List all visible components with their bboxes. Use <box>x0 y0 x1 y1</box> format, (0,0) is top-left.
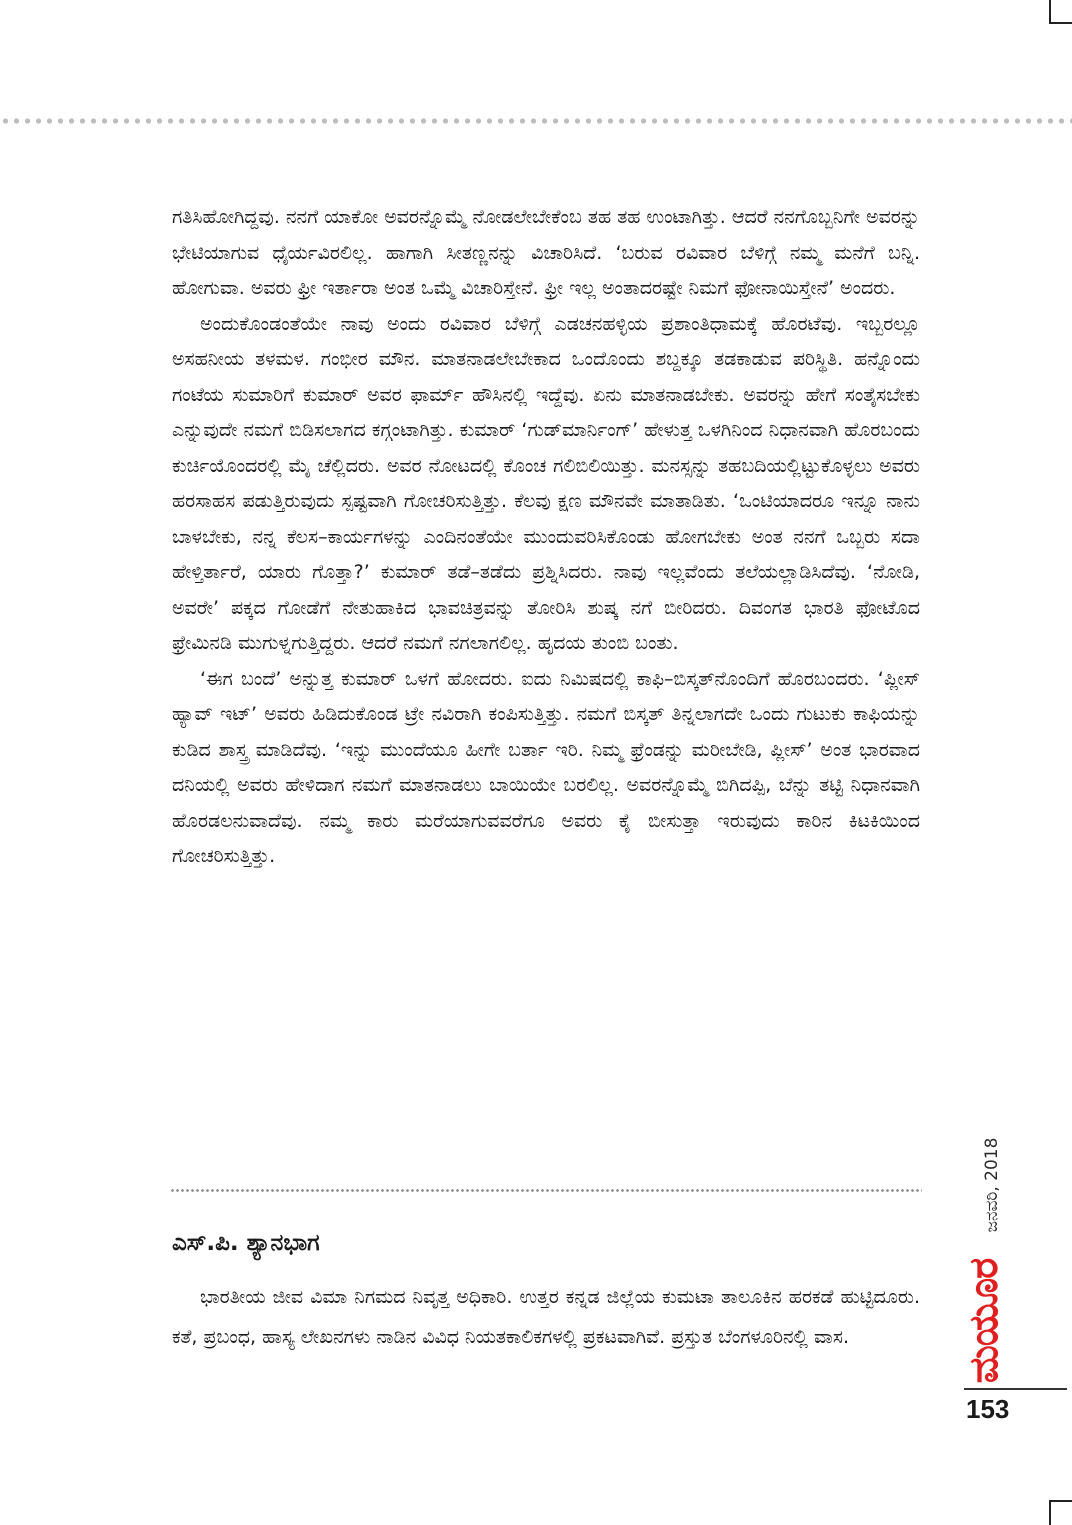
article-paragraph: ಅಂದುಕೊಂಡಂತೆಯೇ ನಾವು ಅಂದು ರವಿವಾರ ಬೆಳಿಗ್ಗೆ ಎಡಚನಹಳ್ಳಿಯ ಪ್ರಶಾಂತಿಧಾಮಕ್ಕೆ ಹೊರಟೆವು. ಇಬ್ಬರಲ್ಲೂ ಅಸಹನೀಯ ತಳಮಳ. ಗಂಭೀರ ಮೌನ. ಮಾತನಾಡಲೇಬೇಕಾದ ಒಂದೊಂದು ಶಬ್ದಕ್ಕೂ ತಡಕಾಡುವ ಪರಿಸ್ಥಿತಿ. ಹನ್ನೊಂದು ಗಂಟೆಯ ಸುಮಾರಿಗೆ ಕುಮಾರ್ ಅವರ ಫಾರ್ಮ್ ಹೌಸಿನಲ್ಲಿ ಇದ್ದೆವು. ಏನು ಮಾತನಾಡಬೇಕು. ಅವರನ್ನು ಹೇಗೆ ಸಂತೈಸಬೇಕು ಎನ್ನುವುದೇ ನಮಗೆ ಬಿಡಿಸಲಾಗದ ಕಗ್ಗಂಟಾಗಿತ್ತು. ಕುಮಾರ್ ‘ಗುಡ್‌ಮಾರ್ನಿಂಗ್’ ಹೇಳುತ್ತ ಒಳಗಿನಿಂದ ನಿಧಾನವಾಗಿ ಹೊರಬಂದು ಕುರ್ಚಿಯೊಂದರಲ್ಲಿ ಮೈ ಚೆಲ್ಲಿದರು. ಅವರ ನೋಟದಲ್ಲಿ ಕೊಂಚ ಗಲಿಬಿಲಿಯಿತ್ತು. ಮನಸ್ಸನ್ನು ತಹಬದಿಯಲ್ಲಿಟ್ಟುಕೊಳ್ಳಲು ಅವರು ಹರಸಾಹಸ ಪಡುತ್ತಿರುವುದು ಸ್ಪಷ್ಟವಾಗಿ ಗೋಚರಿಸುತ್ತಿತ್ತು. ಕೆಲವು ಕ್ಷಣ ಮೌನವೇ ಮಾತಾಡಿತು. ‘ಒಂಟಿಯಾದರೂ ಇನ್ನೂ ನಾನು ಬಾಳಬೇಕು, ನನ್ನ ಕೆಲಸ–ಕಾರ್ಯಗಳನ್ನು ಎಂದಿನಂತೆಯೇ ಮುಂದುವರಿಸಿಕೊಂಡು ಹೋಗಬೇಕು ಅಂತ ನನಗೆ ಒಬ್ಬರು ಸದಾ ಹೇಳ್ತಿರ್ತಾರೆ, ಯಾರು ಗೊತ್ತಾ?’ ಕುಮಾರ್ ತಡೆ–ತಡೆದು ಪ್ರಶ್ನಿಸಿದರು. ನಾವು ಇಲ್ಲವೆಂದು ತಲೆಯಲ್ಲಾಡಿಸಿದೆವು. ‘ನೋಡಿ, ಅವರೇ’ ಪಕ್ಕದ ಗೋಡೆಗೆ ನೇತುಹಾಕಿದ ಭಾವಚಿತ್ರವನ್ನು ತೋರಿಸಿ ಶುಷ್ಕ ನಗೆ ಬೀರಿದರು. ದಿವಂಗತ ಭಾರತಿ ಫೋಟೊದ ಫ್ರೇಮಿನಡಿ ಮುಗುಳ್ನಗುತ್ತಿದ್ದರು. ಆದರೆ ನಮಗೆ ನಗಲಾಗಲಿಲ್ಲ. ಹೃದಯ ತುಂಬಿ ಬಂತು. <box>172 312 920 654</box>
article-paragraph: ಗತಿಸಿಹೋಗಿದ್ದವು. ನನಗೆ ಯಾಕೋ ಅವರನ್ನೊಮ್ಮೆ ನೋಡಲೇಬೇಕೆಂಬ ತಹ ತಹ ಉಂಟಾಗಿತ್ತು. ಆದರೆ ನನಗೊಬ್ಬನಿಗೇ ಅವರನ್ನು ಭೇಟಿಯಾಗುವ ಧೈರ್ಯವಿರಲಿಲ್ಲ. ಹಾಗಾಗಿ ಸೀತಣ್ಣನನ್ನು ವಿಚಾರಿಸಿದೆ. ‘ಬರುವ ರವಿವಾರ ಬೆಳಿಗ್ಗೆ ನಮ್ಮ ಮನೆಗೆ ಬನ್ನಿ. ಹೋಗುವಾ. ಅವರು ಫ್ರೀ ಇರ್ತಾರಾ ಅಂತ ಒಮ್ಮೆ ವಿಚಾರಿಸ್ತೇನೆ. ಫ್ರೀ ಇಲ್ಲ ಅಂತಾದರಷ್ಟೇ ನಿಮಗೆ ಫೋನಾಯಿಸ್ತೇನೆ’ ಅಂದರು. <box>172 206 920 299</box>
author-section-divider <box>170 1189 922 1192</box>
page-number-rule <box>964 1388 1067 1390</box>
crop-mark-bottom <box>1049 1500 1051 1525</box>
article-paragraph: ‘ಈಗ ಬಂದೆ’ ಅನ್ನುತ್ತ ಕುಮಾರ್ ಒಳಗೆ ಹೋದರು. ಐದು ನಿಮಿಷದಲ್ಲಿ ಕಾಫಿ–ಬಿಸ್ಕತ್‌ನೊಂದಿಗೆ ಹೊರಬಂದರು. ‘ಪ್ಲೀಸ್ ಹ್ಯಾವ್ ಇಟ್’ ಅವರು ಹಿಡಿದುಕೊಂಡ ಟ್ರೇ ನವಿರಾಗಿ ಕಂಪಿಸುತ್ತಿತ್ತು. ನಮಗೆ ಬಿಸ್ಕತ್ ತಿನ್ನಲಾಗದೇ ಒಂದು ಗುಟುಕು ಕಾಫಿಯನ್ನು ಕುಡಿದ ಶಾಸ್ತ್ರ ಮಾಡಿದೆವು. ‘ಇನ್ನು ಮುಂದೆಯೂ ಹೀಗೇ ಬರ್ತಾ ಇರಿ. ನಿಮ್ಮ ಫ್ರೆಂಡನ್ನು ಮರೀಬೇಡಿ, ಪ್ಲೀಸ್’ ಅಂತ ಭಾರವಾದ ದನಿಯಲ್ಲಿ ಅವರು ಹೇಳಿದಾಗ ನಮಗೆ ಮಾತನಾಡಲು ಬಾಯಿಯೇ ಬರಲಿಲ್ಲ. ಅವರನ್ನೊಮ್ಮೆ ಬಿಗಿದಪ್ಪಿ, ಬೆನ್ನು ತಟ್ಟಿ ನಿಧಾನವಾಗಿ ಹೊರಡಲನುವಾದೆವು. ನಮ್ಮ ಕಾರು ಮರೆಯಾಗುವವರೆಗೂ ಅವರು ಕೈ ಬೀಸುತ್ತಾ ಇರುವುದು ಕಾರಿನ ಕಿಟಕಿಯಿಂದ ಗೋಚರಿಸುತ್ತಿತ್ತು. <box>172 667 920 867</box>
crop-mark-top-horizontal <box>1049 22 1072 24</box>
magazine-logo <box>956 1258 1012 1384</box>
crop-mark-top <box>1049 0 1051 24</box>
crop-mark-bottom-horizontal <box>1049 1500 1072 1502</box>
page-number: 153 <box>966 1394 1010 1424</box>
author-name: ಎಸ್.ಪಿ. ಶ್ಯಾನಭಾಗ <box>172 1230 320 1256</box>
issue-date <box>982 1115 1002 1255</box>
issue-date-text: ಜನವರಿ, 2018 <box>982 1137 1002 1233</box>
article-body <box>172 200 920 875</box>
author-bio: ಭಾರತೀಯ ಜೀವ ವಿಮಾ ನಿಗಮದ ನಿವೃತ್ತ ಅಧಿಕಾರಿ. ಉತ್ತರ ಕನ್ನಡ ಜಿಲ್ಲೆಯ ಕುಮಟಾ ತಾಲೂಕಿನ ಹರಕಡೆ ಹುಟ್ಟಿದೂರು. ಕತೆ, ಪ್ರಬಂಧ, ಹಾಸ್ಯ ಲೇಖನಗಳು ನಾಡಿನ ವಿವಿಧ ನಿಯತಕಾಲಿಕಗಳಲ್ಲಿ ಪ್ರಕಟವಾಗಿವೆ. ಪ್ರಸ್ತುತ ಬೆಂಗಳೂರಿನಲ್ಲಿ ವಾಸ. <box>172 1286 920 1348</box>
magazine-logo-text: ಮಯೂರ <box>961 1258 1007 1384</box>
top-dotted-divider <box>0 117 1072 125</box>
